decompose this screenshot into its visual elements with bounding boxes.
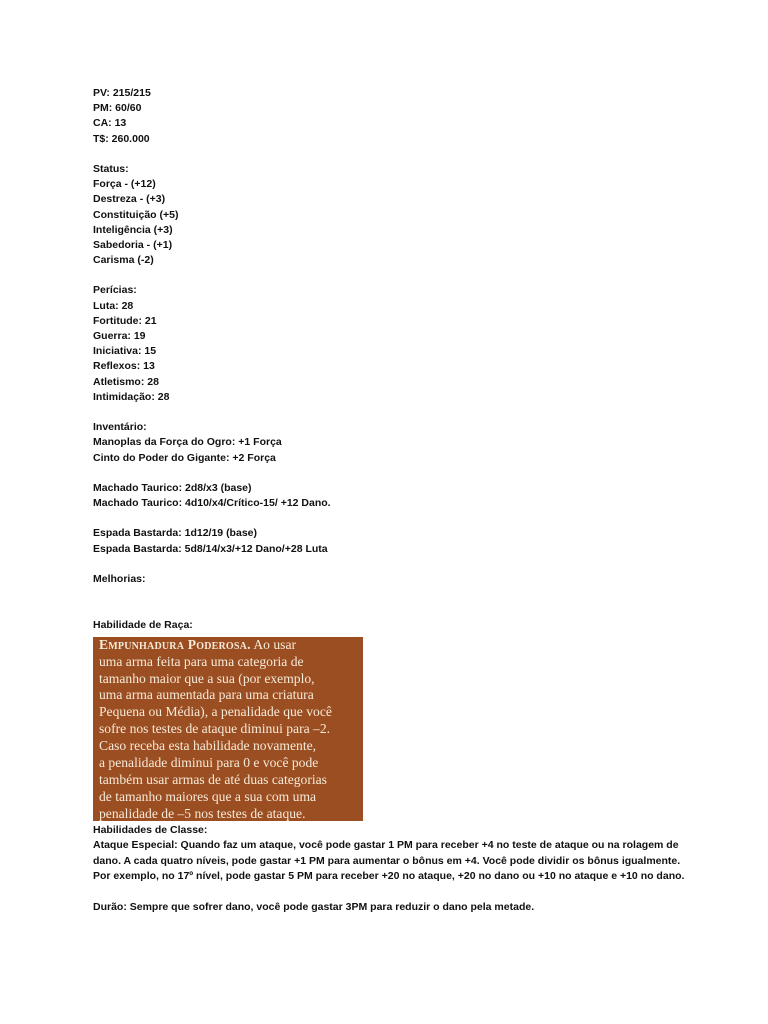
stat-pm: PM: 60/60 xyxy=(93,102,142,115)
race-box-line-text: Ao usar xyxy=(250,636,297,652)
inventario-item: Cinto do Poder do Gigante: +2 Força xyxy=(93,451,276,464)
status-item: Constituição (+5) xyxy=(93,208,179,221)
race-box-line: Pequena ou Média), a penalidade que você xyxy=(99,704,332,720)
race-box-line: também usar armas de até duas categorias xyxy=(99,772,327,788)
stat-ca: CA: 13 xyxy=(93,117,127,130)
stat-ts: T$: 260.000 xyxy=(93,132,150,145)
status-item: Destreza - (+3) xyxy=(93,193,166,206)
pericia-item: Guerra: 19 xyxy=(93,330,146,342)
race-box-line: de tamanho maiores que a sua com uma xyxy=(99,788,317,804)
status-item: Carisma (-2) xyxy=(93,254,154,267)
race-box-line xyxy=(99,637,363,654)
status-item: Inteligência (+3) xyxy=(93,223,173,236)
weapon-espada-full: Espada Bastarda: 5d8/14/x3/+12 Dano/+28 Luta xyxy=(93,542,328,555)
inventario-heading: Inventário: xyxy=(93,421,147,434)
pericia-item: Atletismo: 28 xyxy=(93,375,159,388)
weapon-machado-full: Machado Taurico: 4d10/x4/Crítico-15/ +12 Dano. xyxy=(93,497,331,510)
race-box-line: uma arma aumentada para uma criatura xyxy=(99,687,314,703)
status-item: Sabedoria - (+1) xyxy=(93,238,173,251)
race-box-line: uma arma feita para uma categoria de xyxy=(99,653,304,669)
race-box-line: a penalidade diminui para 0 e você pode xyxy=(99,755,319,771)
pericias-heading: Perícias: xyxy=(93,284,137,297)
pericia-item: Reflexos: 13 xyxy=(93,360,155,373)
ataque-especial-text: Ataque Especial: Quando faz um ataque, você pode gastar 1 PM para receber +4 no teste de ataque ou na rolagem de dano. A cada quatro níveis, pode gastar +1 PM para aumentar o bônus em +4. Você pode dividir os bônus igualmente. Por exemplo, no 17º nível, pode gastar 5 PM para receber +20 no ataque, +20 no dano ou +10 no ataque e +10 no dano. xyxy=(93,838,685,883)
character-sheet xyxy=(93,86,693,916)
stat-pv: PV: 215/215 xyxy=(93,87,151,99)
race-box-title: Empunhadura Poderosa. xyxy=(99,636,251,652)
race-box-line: Caso receba esta habilidade novamente, xyxy=(99,738,317,754)
race-box-line: tamanho maior que a sua (por exemplo, xyxy=(99,670,315,686)
race-box-line: sofre nos testes de ataque diminui para –2. xyxy=(99,721,331,737)
raca-heading: Habilidade de Raça: xyxy=(93,618,193,631)
melhorias-heading: Melhorias: xyxy=(93,573,146,585)
pericia-item: Iniciativa: 15 xyxy=(93,345,157,358)
status-heading: Status: xyxy=(93,162,129,175)
status-item: Força - (+12) xyxy=(93,178,156,191)
weapon-espada-base: Espada Bastarda: 1d12/19 (base) xyxy=(93,527,257,540)
pericia-item: Luta: 28 xyxy=(93,299,134,312)
classe-heading: Habilidades de Classe: xyxy=(93,823,208,836)
pericia-item: Fortitude: 21 xyxy=(93,314,157,327)
race-box-line: penalidade de –5 nos testes de ataque. xyxy=(99,805,306,821)
pericia-item: Intimidação: 28 xyxy=(93,390,170,403)
durao-text: Durão: Sempre que sofrer dano, você pode gastar 3PM para reduzir o dano pela metade. xyxy=(93,900,535,913)
race-ability-box xyxy=(93,637,363,821)
weapon-machado-base: Machado Taurico: 2d8/x3 (base) xyxy=(93,481,252,494)
inventario-item: Manoplas da Força do Ogro: +1 Força xyxy=(93,436,282,449)
